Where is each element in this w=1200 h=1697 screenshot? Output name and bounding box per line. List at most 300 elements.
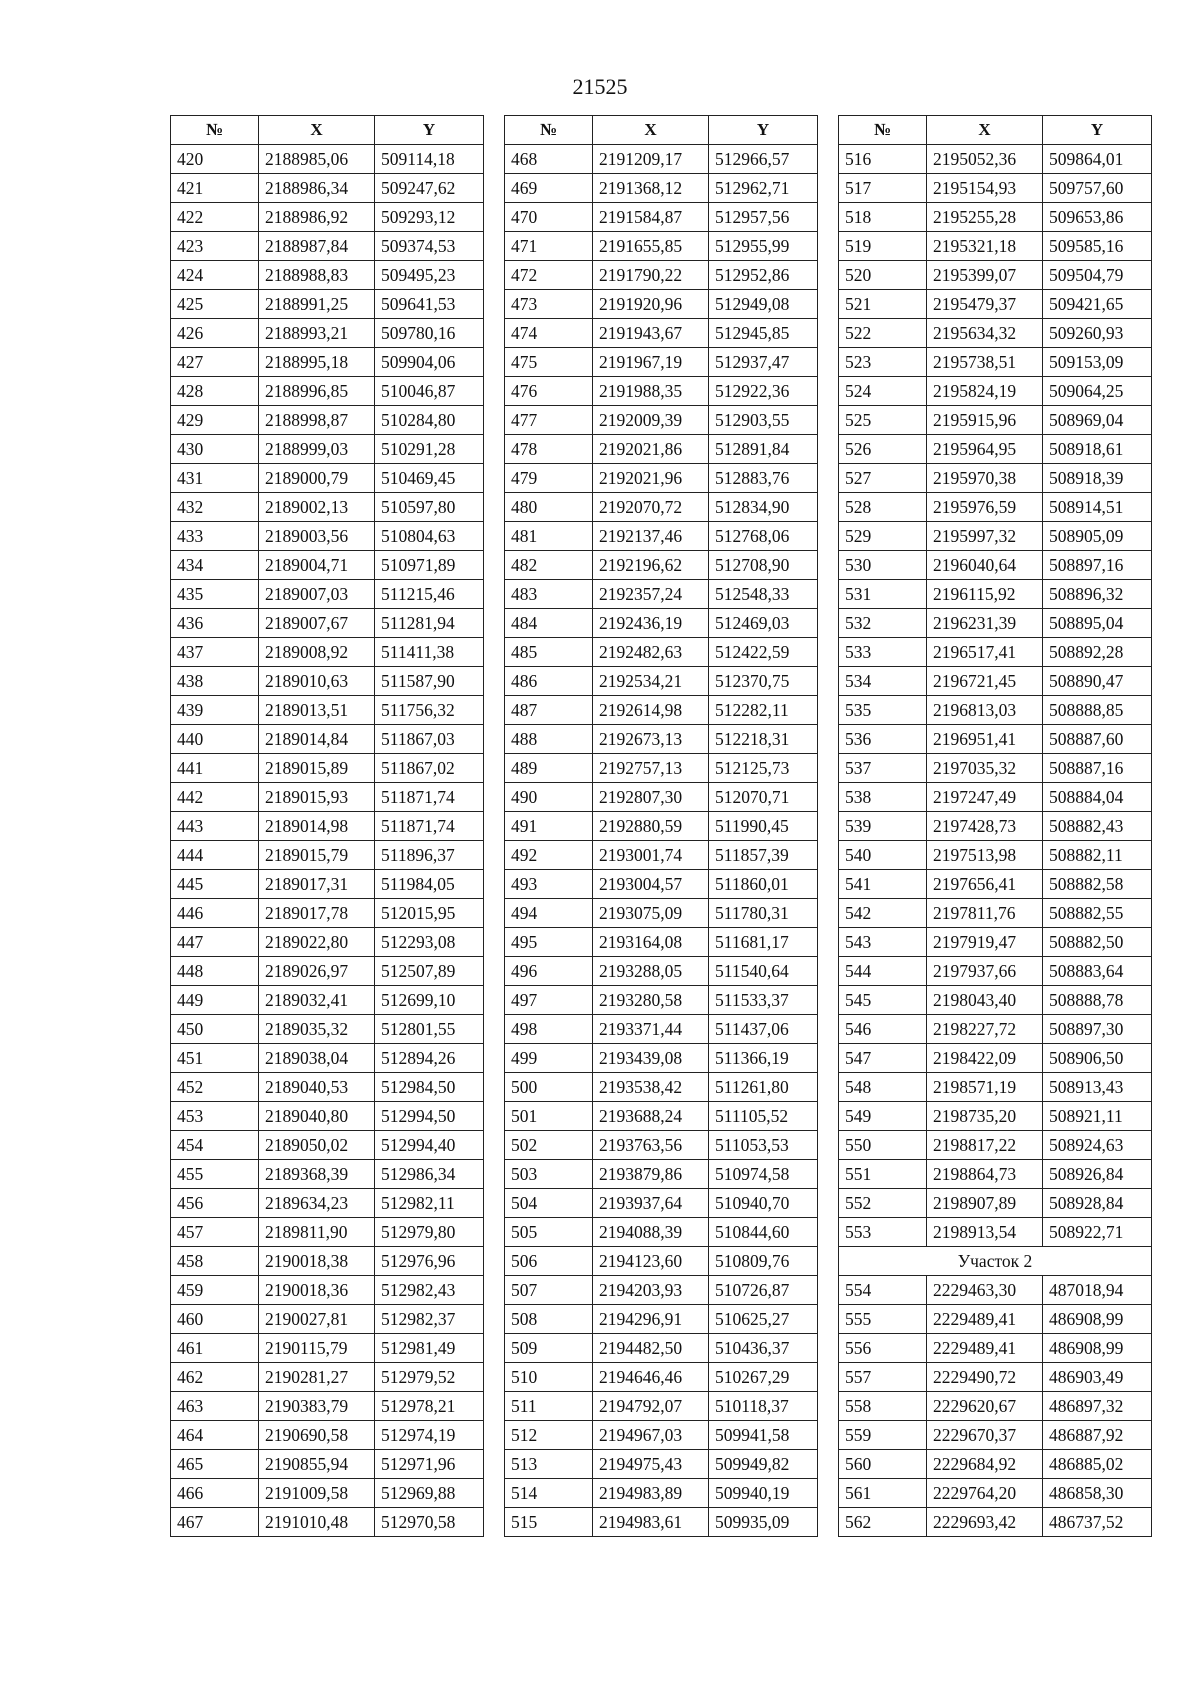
table-row [171,1131,484,1160]
point-number-cell: 432 [171,493,259,522]
table-row [505,261,818,290]
y-coordinate-cell: 512015,95 [375,899,484,928]
point-number-cell: 525 [839,406,927,435]
x-coordinate-cell: 2198422,09 [927,1044,1043,1073]
x-coordinate-cell: 2195479,37 [927,290,1043,319]
y-coordinate-cell: 510284,80 [375,406,484,435]
point-number-cell: 502 [505,1131,593,1160]
point-number-cell: 515 [505,1508,593,1537]
y-coordinate-cell: 512974,19 [375,1421,484,1450]
x-coordinate-cell: 2196040,64 [927,551,1043,580]
y-coordinate-cell: 512708,90 [709,551,818,580]
point-number-cell: 519 [839,232,927,261]
header-no: № [839,116,927,145]
y-coordinate-cell: 508882,11 [1043,841,1152,870]
table-row [171,638,484,667]
y-coordinate-cell: 508884,04 [1043,783,1152,812]
table-row [839,493,1152,522]
y-coordinate-cell: 508913,43 [1043,1073,1152,1102]
table-row [839,1392,1152,1421]
point-number-cell: 475 [505,348,593,377]
y-coordinate-cell: 512507,89 [375,957,484,986]
point-number-cell: 493 [505,870,593,899]
header-y: Y [375,116,484,145]
y-coordinate-cell: 511281,94 [375,609,484,638]
x-coordinate-cell: 2190018,36 [259,1276,375,1305]
table-row [171,290,484,319]
table-row [171,464,484,493]
table-row [505,1508,818,1537]
table-row [505,841,818,870]
x-coordinate-cell: 2193439,08 [593,1044,709,1073]
y-coordinate-cell: 512979,80 [375,1218,484,1247]
table-row [505,232,818,261]
header-row [839,116,1152,145]
x-coordinate-cell: 2196115,92 [927,580,1043,609]
x-coordinate-cell: 2192880,59 [593,812,709,841]
point-number-cell: 486 [505,667,593,696]
x-coordinate-cell: 2190027,81 [259,1305,375,1334]
table-row [839,841,1152,870]
point-number-cell: 558 [839,1392,927,1421]
y-coordinate-cell: 510625,27 [709,1305,818,1334]
point-number-cell: 429 [171,406,259,435]
x-coordinate-cell: 2191655,85 [593,232,709,261]
point-number-cell: 536 [839,725,927,754]
table-row [839,812,1152,841]
table-row [839,261,1152,290]
y-coordinate-cell: 508890,47 [1043,667,1152,696]
point-number-cell: 437 [171,638,259,667]
table-row [505,1421,818,1450]
point-number-cell: 506 [505,1247,593,1276]
x-coordinate-cell: 2188996,85 [259,377,375,406]
x-coordinate-cell: 2196721,45 [927,667,1043,696]
x-coordinate-cell: 2190018,38 [259,1247,375,1276]
table-row [839,232,1152,261]
table-row [839,928,1152,957]
table-row [839,1334,1152,1363]
table-row [505,870,818,899]
table-row [171,725,484,754]
table-row [839,1189,1152,1218]
table-row [839,754,1152,783]
x-coordinate-cell: 2192021,96 [593,464,709,493]
point-number-cell: 530 [839,551,927,580]
point-number-cell: 467 [171,1508,259,1537]
point-number-cell: 507 [505,1276,593,1305]
y-coordinate-cell: 508921,11 [1043,1102,1152,1131]
y-coordinate-cell: 511867,03 [375,725,484,754]
y-coordinate-cell: 512903,55 [709,406,818,435]
point-number-cell: 480 [505,493,593,522]
x-coordinate-cell: 2198817,22 [927,1131,1043,1160]
y-coordinate-cell: 510844,60 [709,1218,818,1247]
header-x: X [593,116,709,145]
x-coordinate-cell: 2195976,59 [927,493,1043,522]
point-number-cell: 472 [505,261,593,290]
x-coordinate-cell: 2192009,39 [593,406,709,435]
y-coordinate-cell: 512994,40 [375,1131,484,1160]
table-row [839,1131,1152,1160]
table-row [171,551,484,580]
y-coordinate-cell: 509293,12 [375,203,484,232]
y-coordinate-cell: 512957,56 [709,203,818,232]
table-row [171,754,484,783]
y-coordinate-cell: 508914,51 [1043,493,1152,522]
y-coordinate-cell: 512969,88 [375,1479,484,1508]
x-coordinate-cell: 2191209,17 [593,145,709,174]
point-number-cell: 443 [171,812,259,841]
y-coordinate-cell: 509757,60 [1043,174,1152,203]
point-number-cell: 551 [839,1160,927,1189]
coordinate-tables [170,115,1152,1537]
table-row [839,783,1152,812]
y-coordinate-cell: 508896,32 [1043,580,1152,609]
table-row [505,1276,818,1305]
table-row [505,957,818,986]
y-coordinate-cell: 512070,71 [709,783,818,812]
x-coordinate-cell: 2197247,49 [927,783,1043,812]
point-number-cell: 427 [171,348,259,377]
point-number-cell: 543 [839,928,927,957]
table-row [171,1218,484,1247]
table-row [505,1015,818,1044]
point-number-cell: 448 [171,957,259,986]
y-coordinate-cell: 512971,96 [375,1450,484,1479]
table-row [839,377,1152,406]
point-number-cell: 562 [839,1508,927,1537]
point-number-cell: 430 [171,435,259,464]
point-number-cell: 497 [505,986,593,1015]
x-coordinate-cell: 2189010,63 [259,667,375,696]
y-coordinate-cell: 512979,52 [375,1363,484,1392]
x-coordinate-cell: 2189015,93 [259,783,375,812]
point-number-cell: 560 [839,1450,927,1479]
table-row [171,1392,484,1421]
point-number-cell: 533 [839,638,927,667]
x-coordinate-cell: 2229670,37 [927,1421,1043,1450]
x-coordinate-cell: 2193538,42 [593,1073,709,1102]
point-number-cell: 474 [505,319,593,348]
y-coordinate-cell: 512981,49 [375,1334,484,1363]
point-number-cell: 546 [839,1015,927,1044]
point-number-cell: 495 [505,928,593,957]
x-coordinate-cell: 2189004,71 [259,551,375,580]
x-coordinate-cell: 2198571,19 [927,1073,1043,1102]
x-coordinate-cell: 2189040,80 [259,1102,375,1131]
x-coordinate-cell: 2229693,42 [927,1508,1043,1537]
point-number-cell: 556 [839,1334,927,1363]
point-number-cell: 441 [171,754,259,783]
table-row [505,1044,818,1073]
table-row [839,319,1152,348]
table-row [839,899,1152,928]
point-number-cell: 548 [839,1073,927,1102]
point-number-cell: 535 [839,696,927,725]
coordinates-table-1 [170,115,484,1537]
point-number-cell: 541 [839,870,927,899]
table-row [171,1363,484,1392]
y-coordinate-cell: 508888,85 [1043,696,1152,725]
table-row [505,638,818,667]
table-row [505,1102,818,1131]
table-row [839,638,1152,667]
header-y: Y [1043,116,1152,145]
point-number-cell: 537 [839,754,927,783]
point-number-cell: 435 [171,580,259,609]
x-coordinate-cell: 2198735,20 [927,1102,1043,1131]
y-coordinate-cell: 512982,43 [375,1276,484,1305]
table-row [505,1131,818,1160]
point-number-cell: 461 [171,1334,259,1363]
x-coordinate-cell: 2196231,39 [927,609,1043,638]
point-number-cell: 549 [839,1102,927,1131]
y-coordinate-cell: 511587,90 [375,667,484,696]
x-coordinate-cell: 2189008,92 [259,638,375,667]
x-coordinate-cell: 2190690,58 [259,1421,375,1450]
point-number-cell: 460 [171,1305,259,1334]
y-coordinate-cell: 512945,85 [709,319,818,348]
y-coordinate-cell: 509940,19 [709,1479,818,1508]
x-coordinate-cell: 2195154,93 [927,174,1043,203]
y-coordinate-cell: 512218,31 [709,725,818,754]
y-coordinate-cell: 509585,16 [1043,232,1152,261]
point-number-cell: 482 [505,551,593,580]
point-number-cell: 462 [171,1363,259,1392]
point-number-cell: 520 [839,261,927,290]
x-coordinate-cell: 2191920,96 [593,290,709,319]
x-coordinate-cell: 2192673,13 [593,725,709,754]
point-number-cell: 501 [505,1102,593,1131]
x-coordinate-cell: 2198864,73 [927,1160,1043,1189]
x-coordinate-cell: 2188999,03 [259,435,375,464]
y-coordinate-cell: 508924,63 [1043,1131,1152,1160]
x-coordinate-cell: 2190855,94 [259,1450,375,1479]
x-coordinate-cell: 2189000,79 [259,464,375,493]
x-coordinate-cell: 2196517,41 [927,638,1043,667]
table-row [505,812,818,841]
x-coordinate-cell: 2188986,92 [259,203,375,232]
x-coordinate-cell: 2192137,46 [593,522,709,551]
x-coordinate-cell: 2196951,41 [927,725,1043,754]
y-coordinate-cell: 509495,23 [375,261,484,290]
point-number-cell: 434 [171,551,259,580]
point-number-cell: 503 [505,1160,593,1189]
header-x: X [259,116,375,145]
y-coordinate-cell: 511780,31 [709,899,818,928]
table-row [505,174,818,203]
x-coordinate-cell: 2189032,41 [259,986,375,1015]
header-row [505,116,818,145]
x-coordinate-cell: 2191010,48 [259,1508,375,1537]
y-coordinate-cell: 486885,02 [1043,1450,1152,1479]
point-number-cell: 439 [171,696,259,725]
y-coordinate-cell: 510971,89 [375,551,484,580]
y-coordinate-cell: 508926,84 [1043,1160,1152,1189]
table-row [171,174,484,203]
point-number-cell: 552 [839,1189,927,1218]
x-coordinate-cell: 2189014,98 [259,812,375,841]
table-row [505,145,818,174]
y-coordinate-cell: 511437,06 [709,1015,818,1044]
table-row [839,986,1152,1015]
point-number-cell: 483 [505,580,593,609]
point-number-cell: 425 [171,290,259,319]
table-row [505,1160,818,1189]
table-row [171,1421,484,1450]
point-number-cell: 529 [839,522,927,551]
table-row [505,464,818,493]
table-row [839,1276,1152,1305]
point-number-cell: 522 [839,319,927,348]
table-row [839,1479,1152,1508]
point-number-cell: 457 [171,1218,259,1247]
point-number-cell: 540 [839,841,927,870]
y-coordinate-cell: 509864,01 [1043,145,1152,174]
x-coordinate-cell: 2197428,73 [927,812,1043,841]
table-row [171,841,484,870]
y-coordinate-cell: 509260,93 [1043,319,1152,348]
y-coordinate-cell: 511215,46 [375,580,484,609]
table-row [505,580,818,609]
x-coordinate-cell: 2192614,98 [593,696,709,725]
y-coordinate-cell: 510974,58 [709,1160,818,1189]
header-row [171,116,484,145]
point-number-cell: 464 [171,1421,259,1450]
point-number-cell: 458 [171,1247,259,1276]
y-coordinate-cell: 512834,90 [709,493,818,522]
y-coordinate-cell: 509941,58 [709,1421,818,1450]
y-coordinate-cell: 486887,92 [1043,1421,1152,1450]
table-row [505,667,818,696]
x-coordinate-cell: 2195255,28 [927,203,1043,232]
point-number-cell: 445 [171,870,259,899]
x-coordinate-cell: 2189634,23 [259,1189,375,1218]
x-coordinate-cell: 2188988,83 [259,261,375,290]
table-row [171,667,484,696]
point-number-cell: 534 [839,667,927,696]
x-coordinate-cell: 2191009,58 [259,1479,375,1508]
point-number-cell: 459 [171,1276,259,1305]
point-number-cell: 454 [171,1131,259,1160]
y-coordinate-cell: 512282,11 [709,696,818,725]
point-number-cell: 484 [505,609,593,638]
point-number-cell: 420 [171,145,259,174]
point-number-cell: 557 [839,1363,927,1392]
x-coordinate-cell: 2198227,72 [927,1015,1043,1044]
table-row [839,1305,1152,1334]
y-coordinate-cell: 510940,70 [709,1189,818,1218]
point-number-cell: 559 [839,1421,927,1450]
y-coordinate-cell: 508897,16 [1043,551,1152,580]
table-row [839,870,1152,899]
point-number-cell: 479 [505,464,593,493]
x-coordinate-cell: 2194088,39 [593,1218,709,1247]
y-coordinate-cell: 510469,45 [375,464,484,493]
x-coordinate-cell: 2188991,25 [259,290,375,319]
point-number-cell: 547 [839,1044,927,1073]
x-coordinate-cell: 2194123,60 [593,1247,709,1276]
x-coordinate-cell: 2229489,41 [927,1334,1043,1363]
x-coordinate-cell: 2194296,91 [593,1305,709,1334]
y-coordinate-cell: 511867,02 [375,754,484,783]
table-row [171,899,484,928]
x-coordinate-cell: 2190383,79 [259,1392,375,1421]
point-number-cell: 453 [171,1102,259,1131]
y-coordinate-cell: 508897,30 [1043,1015,1152,1044]
y-coordinate-cell: 512548,33 [709,580,818,609]
point-number-cell: 446 [171,899,259,928]
x-coordinate-cell: 2195997,32 [927,522,1043,551]
x-coordinate-cell: 2229490,72 [927,1363,1043,1392]
table-row [171,957,484,986]
table-row [171,609,484,638]
point-number-cell: 514 [505,1479,593,1508]
y-coordinate-cell: 511053,53 [709,1131,818,1160]
y-coordinate-cell: 509064,25 [1043,377,1152,406]
y-coordinate-cell: 508882,43 [1043,812,1152,841]
point-number-cell: 523 [839,348,927,377]
table-row [505,493,818,522]
point-number-cell: 451 [171,1044,259,1073]
point-number-cell: 539 [839,812,927,841]
y-coordinate-cell: 509504,79 [1043,261,1152,290]
y-coordinate-cell: 512883,76 [709,464,818,493]
table-row [171,203,484,232]
table-row [505,1305,818,1334]
y-coordinate-cell: 486903,49 [1043,1363,1152,1392]
table-row [505,609,818,638]
x-coordinate-cell: 2193688,24 [593,1102,709,1131]
x-coordinate-cell: 2191584,87 [593,203,709,232]
y-coordinate-cell: 512982,37 [375,1305,484,1334]
point-number-cell: 469 [505,174,593,203]
y-coordinate-cell: 510267,29 [709,1363,818,1392]
point-number-cell: 553 [839,1218,927,1247]
table-row [171,696,484,725]
table-row [505,290,818,319]
x-coordinate-cell: 2193879,86 [593,1160,709,1189]
table-row [839,1102,1152,1131]
x-coordinate-cell: 2189038,04 [259,1044,375,1073]
point-number-cell: 504 [505,1189,593,1218]
x-coordinate-cell: 2191967,19 [593,348,709,377]
y-coordinate-cell: 511990,45 [709,812,818,841]
x-coordinate-cell: 2192757,13 [593,754,709,783]
x-coordinate-cell: 2192436,19 [593,609,709,638]
point-number-cell: 524 [839,377,927,406]
y-coordinate-cell: 512984,50 [375,1073,484,1102]
point-number-cell: 470 [505,203,593,232]
table-row [839,290,1152,319]
x-coordinate-cell: 2189022,80 [259,928,375,957]
x-coordinate-cell: 2189015,89 [259,754,375,783]
x-coordinate-cell: 2193371,44 [593,1015,709,1044]
table-row [171,1189,484,1218]
table-row [171,435,484,464]
x-coordinate-cell: 2189002,13 [259,493,375,522]
y-coordinate-cell: 511105,52 [709,1102,818,1131]
x-coordinate-cell: 2229489,41 [927,1305,1043,1334]
y-coordinate-cell: 509904,06 [375,348,484,377]
y-coordinate-cell: 508882,58 [1043,870,1152,899]
y-coordinate-cell: 486897,32 [1043,1392,1152,1421]
coordinates-table-3 [838,115,1152,1537]
table-row [171,580,484,609]
table-row [171,1073,484,1102]
point-number-cell: 422 [171,203,259,232]
